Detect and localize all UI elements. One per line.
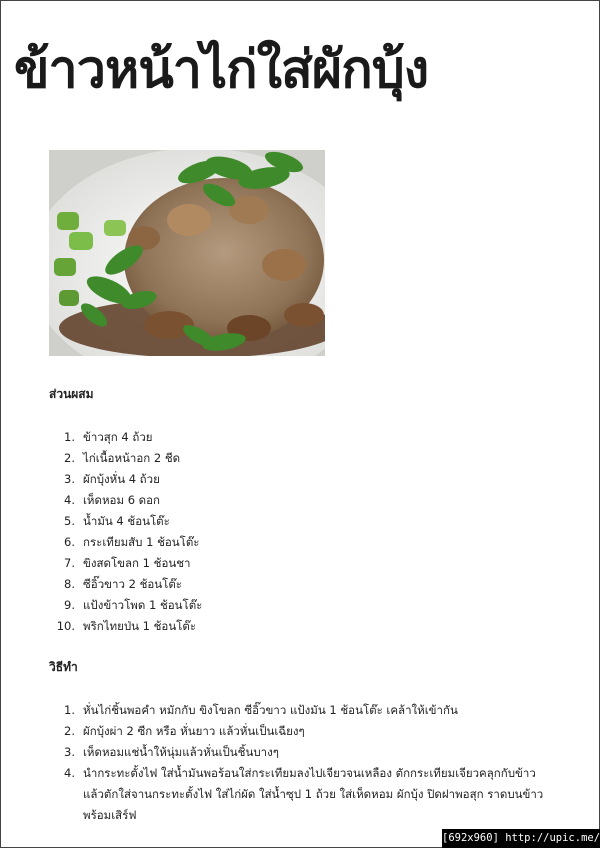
ingredient-item: 3. ผักบุ้งหั่น 4 ถ้วย: [64, 472, 160, 486]
ingredient-item: 9. แป้งข้าวโพด 1 ช้อนโต๊ะ: [64, 598, 203, 612]
steps-list: [49, 700, 554, 826]
ingredient-item: 10. พริกไทยป่น 1 ช้อนโต๊ะ: [56, 619, 197, 633]
ingredients-heading: ส่วนผสม: [49, 387, 94, 401]
dish-photo-illustration: [49, 150, 325, 356]
step-item: 1. หั่นไก่ชิ้นพอคำ หมักกับ ขิงโขลก ซีอิ๊วขาว แป้งมัน 1 ช้อนโต๊ะ เคล้าให้เข้ากัน: [64, 703, 458, 717]
steps-heading: วิธีทำ: [49, 660, 78, 674]
step-item: 2. ผักบุ้งผ่า 2 ซีก หรือ หั่นยาว แล้วหั่นเป็นเฉียงๆ: [64, 724, 305, 738]
ingredient-item: 6. กระเทียมสับ 1 ช้อนโต๊ะ: [64, 535, 200, 549]
ingredient-item: 7. ขิงสดโขลก 1 ช้อนชา: [64, 556, 191, 570]
ingredient-item: 5. น้ำมัน 4 ช้อนโต๊ะ: [64, 514, 170, 528]
dish-photo: [49, 150, 325, 356]
recipe-title: ข้าวหน้าไก่ใส่ผักบุ้ง: [14, 40, 429, 100]
ingredient-item: 2. ไก่เนื้อหน้าอก 2 ชีด: [64, 451, 181, 465]
step-item: 4. นำกระทะตั้งไฟ ใส่น้ำมันพอร้อนใส่กระเทียมลงไปเจียวจนเหลือง ตักกระเทียมเจียวคลุกกับข้าว แล้วตักใส่จานกระทะตั้งไฟ ใส่ไก่ผัด ใส่น้ำซุป 1 ถ้วย ใส่เห็ดหอม ผักบุ้ง ปิดฝาพอสุก ราดบนข้าวพร้อมเสิร์ฟ: [64, 766, 544, 822]
ingredients-list: [49, 427, 202, 637]
ingredient-item: 4. เห็ดหอม 6 ดอก: [64, 493, 161, 507]
ingredient-item: 8. ซีอิ๊วขาว 2 ช้อนโต๊ะ: [64, 577, 182, 591]
watermark-link[interactable]: [692x960] http://upic.me/: [442, 829, 600, 848]
step-item: 3. เห็ดหอมแช่น้ำให้นุ่มแล้วหั่นเป็นชิ้นบางๆ: [64, 745, 279, 759]
ingredient-item: 1. ข้าวสุก 4 ถ้วย: [64, 430, 153, 444]
